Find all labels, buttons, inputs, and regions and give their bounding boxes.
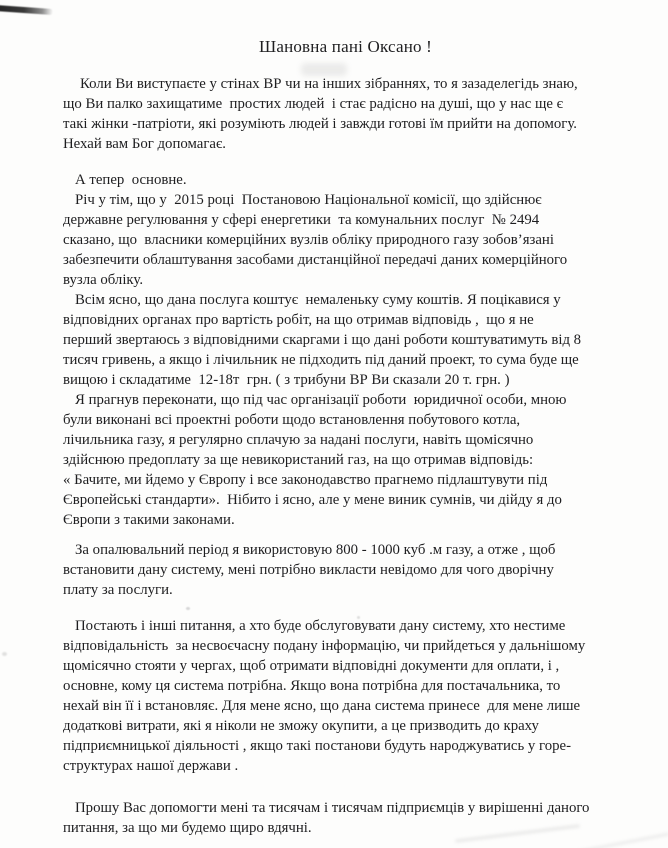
text-line: щомісячно стояти у чергах, щоб отримати відповідні документи для оплати, і , — [63, 658, 560, 674]
text-line: перший звертаюсь з відповідними скаргами і що дані роботи коштуватимуть від 8 — [63, 332, 582, 348]
text-line: державне регулювання у сфері енергетики та комунальних послуг № 2494 — [63, 212, 540, 228]
text-line: сказано, що власники комерційних вузлів обліку природного газу зобов’язані — [63, 232, 554, 248]
paragraph — [63, 74, 638, 154]
text-line: лічильника газу, я регулярно сплачую за надані послуги, навіть щомісячно — [63, 432, 534, 448]
text-line: Європи з такими законами. — [63, 512, 235, 528]
paragraph — [63, 290, 638, 390]
scan-artifact-pen-stroke — [0, 5, 53, 15]
paragraph — [63, 616, 638, 776]
text-line: забезпечити облаштування засобами дистанційної передачі даних комерційного — [63, 252, 568, 268]
text-line: вузла обліку. — [63, 272, 144, 288]
text-line: що Ви палко захищатиме простих людей і стає радісно на душі, що у нас ще є — [63, 96, 563, 112]
text-line: А тепер основне. — [75, 172, 187, 188]
text-line: Я прагнув переконати, що під час організації роботи юридичної особи, мною — [75, 392, 567, 408]
text-line: нехай він її і встановляє. Для мене ясно, що дана система принесе для мене лише — [63, 698, 581, 714]
text-line: Нехай вам Бог допомагає. — [63, 136, 227, 152]
text-line: Всім ясно, що дана послуга коштує немаленьку суму коштів. Я поцікавися у — [75, 292, 561, 308]
text-line: відповідальність за несвоєчасну подану інформацію, чи прийдеться у дальнішому — [63, 638, 586, 654]
text-line: плату за послуги. — [63, 582, 173, 598]
paragraph — [63, 390, 638, 530]
paragraph — [63, 540, 638, 600]
text-line: « Бачите, ми йдемо у Європу і все законодавство прагнемо підлаштувути під — [63, 472, 548, 488]
paragraph — [63, 798, 638, 838]
letter-body — [0, 58, 668, 838]
text-line: Європейські стандарти». Нібито і ясно, але у мене виник сумнів, чи дійду я до — [63, 492, 562, 508]
text-line: додаткові витрати, які я ніколи не зможу окупити, а це призводить до краху — [63, 718, 539, 734]
text-line: Прошу Вас допомогти мені та тисячам і тисячам підприємців у вирішенні даного — [75, 800, 590, 816]
text-line: були виконані всі проектні роботи щодо встановлення побутового котла, — [63, 412, 521, 428]
text-line: тисяч гривень, а якщо і лічильник не підходить під даний проект, то сума буде ще — [63, 352, 579, 368]
text-line: встановити дану систему, мені потрібно викласти невідомо для чого дворічну — [63, 562, 554, 578]
text-line: вищою і складатиме 12-18т грн. ( з трибуни ВР Ви сказали 20 т. грн. ) — [63, 372, 510, 388]
text-line: здійснюю предоплату за ще невикористаний газ, на що отримав відповідь: — [63, 452, 534, 468]
text-line: структурах нашої держави . — [63, 758, 239, 774]
text-line: підприємницької діяльності , якщо такі постанови будуть народжуватись у горе- — [63, 738, 571, 754]
paragraph — [63, 190, 638, 290]
text-line: основне, кому ця система потрібна. Якщо вона потрібна для постачальника, то — [63, 678, 561, 694]
text-line: такі жінки -патріоти, які розуміють людей і завжди готові їм прийти на допомогу. — [63, 116, 577, 132]
text-line: Коли Ви виступаєте у стінах ВР чи на інших зібраннях, то я зазаделегідь знаю, — [80, 76, 578, 92]
text-line: Постають і інші питання, а хто буде обслуговувати дану систему, хто нестиме — [75, 618, 566, 634]
text-line: Річ у тім, що у 2015 році Постановою Національної комісії, що здійснює — [75, 192, 542, 208]
text-line: відповідних органах про вартість робіт, на що отримав відповідь , що я не — [63, 312, 534, 328]
text-line: питання, за що ми будемо щиро вдячні. — [63, 820, 312, 836]
paragraph — [63, 170, 638, 190]
letter-salutation: Шановна пані Оксано ! — [258, 37, 433, 56]
text-line: За опалювальний період я використовую 800 - 1000 куб .м газу, а отже , щоб — [75, 542, 556, 558]
